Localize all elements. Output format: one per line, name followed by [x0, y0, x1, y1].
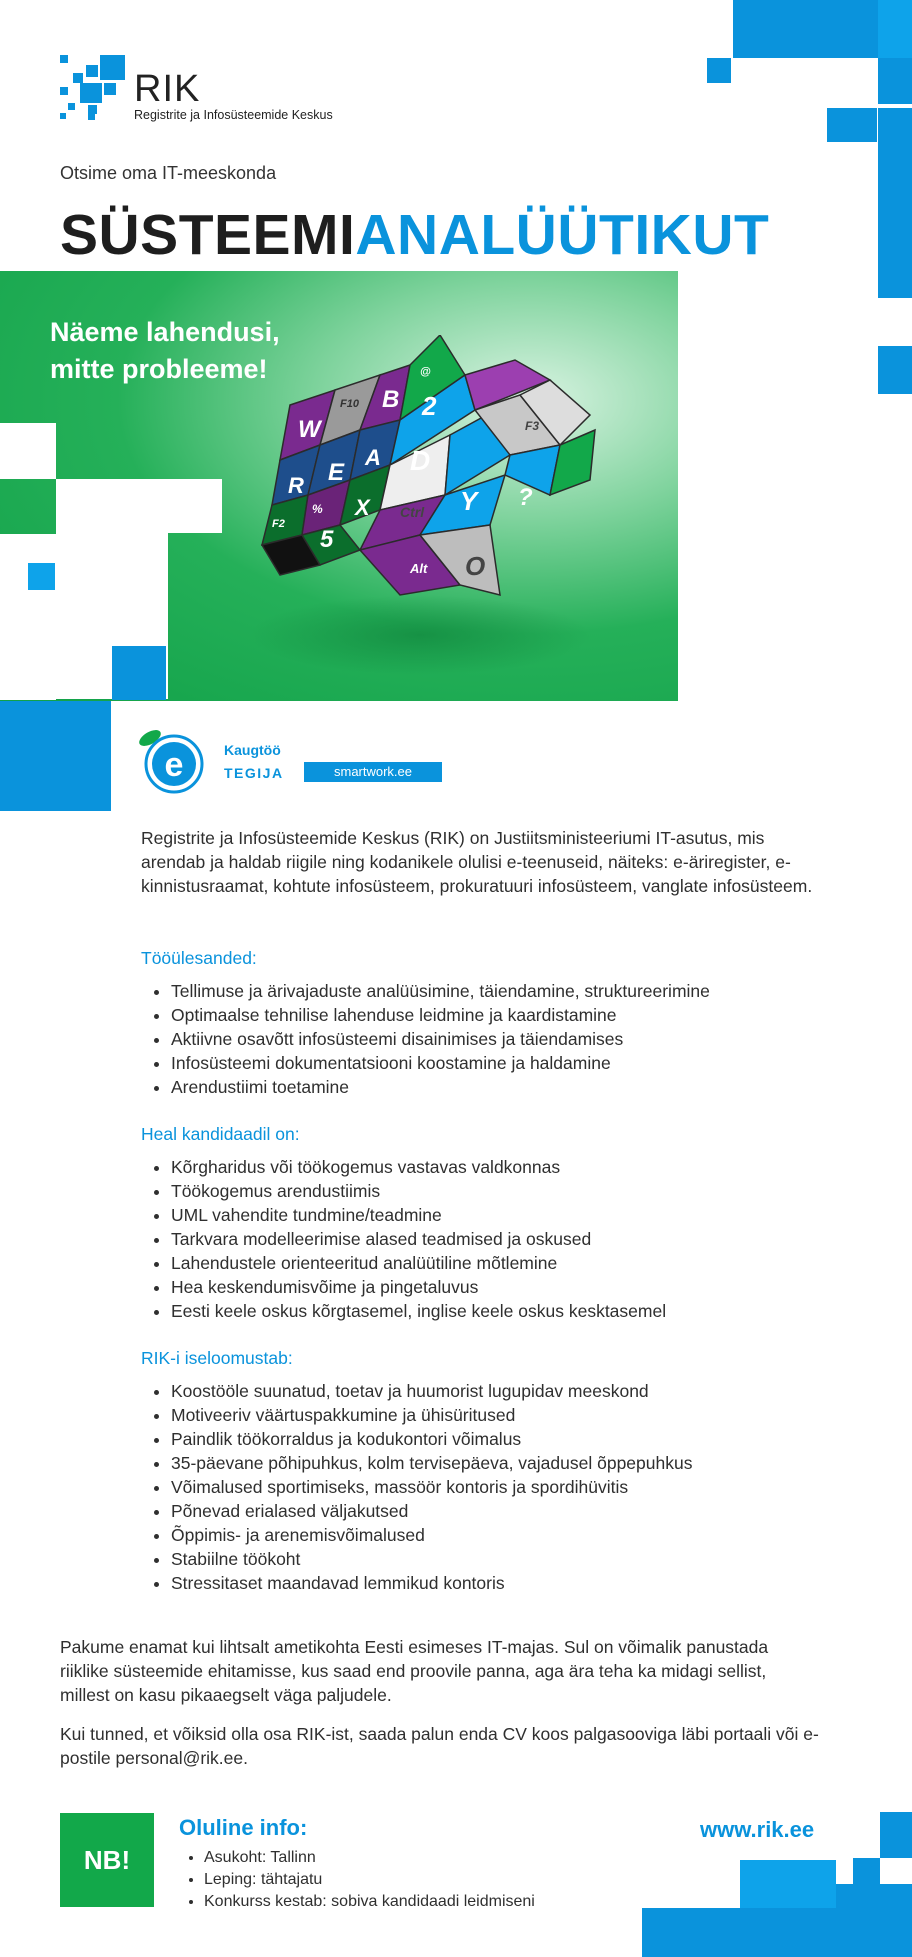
- svg-text:Y: Y: [460, 486, 478, 516]
- decor-block: [642, 1908, 836, 1957]
- decor-square: [0, 423, 56, 479]
- logo-name: RIK: [134, 68, 201, 110]
- svg-text:A: A: [365, 445, 381, 470]
- section-heading-rik: RIK-i iseloomustab:: [141, 1348, 293, 1368]
- svg-text:D: D: [410, 445, 431, 476]
- list-item: • Lahendustele orienteeritud analüütiline mõtlemine: [171, 1251, 666, 1275]
- svg-text:W: W: [298, 416, 321, 443]
- description: Registrite ja Infosüsteemide Keskus (RIK) on Justiitsministeeriumi IT-asutus, mis arendab ja haldab riigile ning kodanikele olulisi e-teenuseid, näiteks: e-äriregister, e-kinnistusraamat, kohtute infosüsteem, prokuratuuri infosüsteem, vanglate infosüsteem.: [141, 828, 813, 896]
- svg-text:F10: F10: [340, 398, 359, 410]
- rik-features-list: [141, 1379, 692, 1595]
- decor-square: [28, 563, 55, 590]
- list-item: • Infosüsteemi dokumentatsiooni koostamine ja haldamine: [171, 1051, 710, 1075]
- title-part-1: SÜSTEEMI: [60, 203, 356, 267]
- decor-block: [878, 58, 912, 104]
- svg-text:e: e: [164, 746, 184, 784]
- svg-text:@: @: [420, 366, 431, 378]
- list-item: • Hea keskendumisvõime ja pingetaluvus: [171, 1275, 666, 1299]
- title-part-2: ANALÜÜTIKUT: [355, 203, 770, 267]
- list-item: • Põnevad erialased väljakutsed: [171, 1499, 692, 1523]
- list-item: • Motiveeriv väärtuspakkumine ja ühisüritused: [171, 1403, 692, 1427]
- list-item: • Konkurss kestab: sobiva kandidaadi leidmiseni: [204, 1891, 535, 1913]
- rik-logo-icon: [60, 55, 125, 120]
- list-item: • 35-päevane põhipuhkus, kolm tervisepäeva, vajadusel õppepuhkus: [171, 1451, 692, 1475]
- decor-block: [878, 346, 912, 394]
- decor-block: [880, 1812, 912, 1858]
- svg-text:%: %: [312, 502, 323, 516]
- decor-block: [707, 58, 731, 83]
- smartwork-link[interactable]: smartwork.ee: [304, 762, 442, 782]
- info-list: [177, 1847, 535, 1913]
- list-item: • UML vahendite tundmine/teadmine: [171, 1203, 666, 1227]
- decor-block: [740, 1860, 836, 1908]
- list-item: • Kõrgharidus või töökogemus vastavas valdkonnas: [171, 1155, 666, 1179]
- svg-text:5: 5: [320, 526, 334, 553]
- svg-text:O: O: [465, 551, 486, 581]
- list-item: • Eesti keele oskus kõrgtasemel, inglise keele oskus kesktasemel: [171, 1299, 666, 1323]
- svg-text:2: 2: [422, 391, 437, 421]
- list-item: • Asukoht: Tallinn: [204, 1847, 535, 1869]
- list-item: • Optimaalse tehnilise lahenduse leidmine ja kaardistamine: [171, 1003, 710, 1027]
- job-title: [60, 202, 769, 268]
- list-item: • Stressitaset maandavad lemmikud kontoris: [171, 1571, 692, 1595]
- svg-text:E: E: [328, 459, 345, 486]
- decor-block: [878, 108, 912, 298]
- list-item: • Tarkvara modelleerimise alased teadmised ja oskused: [171, 1227, 666, 1251]
- info-heading: Oluline info:: [179, 1815, 308, 1840]
- list-item: • Võimalused sportimiseks, massöör kontoris ja spordihüvitis: [171, 1475, 692, 1499]
- section-heading-tasks: Tööülesanded:: [141, 948, 257, 968]
- svg-text:B: B: [382, 386, 400, 413]
- list-item: • Töökogemus arendustiimis: [171, 1179, 666, 1203]
- list-item: • Tellimuse ja ärivajaduste analüüsimine, täiendamine, struktureerimine: [171, 979, 710, 1003]
- svg-text:F2: F2: [272, 518, 285, 530]
- nb-badge: NB!: [60, 1813, 154, 1907]
- closing-paragraph-2: Kui tunned, et võiksid olla osa RIK-ist, saada palun enda CV koos palgasooviga läbi portaali või e-postile personal@rik.ee.: [60, 1724, 819, 1768]
- svg-text:?: ?: [518, 484, 533, 511]
- list-item: • Koostööle suunatud, toetav ja huumorist lugupidav meeskond: [171, 1379, 692, 1403]
- website-link[interactable]: www.rik.ee: [700, 1817, 815, 1842]
- closing-paragraph-1: Pakume enamat kui lihtsalt ametikohta Eesti esimeses IT-majas. Sul on võimalik panustada riiklike süsteemide ehitamisse, kus saad end proovile panna, aga ära teha ka midagi sellist, millest on kasu pikaaegselt väga paljudele.: [60, 1637, 769, 1705]
- section-heading-candidate: Heal kandidaadil on:: [141, 1124, 300, 1144]
- badge-line-2: TEGIJA: [224, 765, 284, 781]
- decor-square: [168, 479, 222, 533]
- svg-text:Alt: Alt: [410, 561, 428, 576]
- decor-block: [827, 108, 877, 142]
- svg-text:F3: F3: [525, 419, 540, 433]
- list-item: • Stabiilne töökoht: [171, 1547, 692, 1571]
- hero-slogan: Näeme lahendusi, mitte probleeme!: [50, 317, 280, 384]
- list-item: • Paindlik töökorraldus ja kodukontori võimalus: [171, 1427, 692, 1451]
- list-item: • Aktiivne osavõtt infosüsteemi disainimises ja täiendamises: [171, 1027, 710, 1051]
- svg-text:R: R: [288, 473, 304, 498]
- list-item: • Õppimis- ja arenemisvõimalused: [171, 1523, 692, 1547]
- candidate-list: [141, 1155, 666, 1323]
- decor-block: [836, 1884, 912, 1957]
- svg-text:Ctrl: Ctrl: [400, 504, 425, 520]
- intro-text: Otsime oma IT-meeskonda: [60, 163, 277, 183]
- e-tegija-logo-icon: [132, 726, 222, 796]
- ready-cube-illustration: [250, 335, 660, 725]
- badge-line-1: Kaugtöö: [224, 742, 281, 758]
- svg-text:X: X: [355, 495, 370, 520]
- list-item: • Arendustiimi toetamine: [171, 1075, 710, 1099]
- decor-block: [878, 0, 912, 58]
- tasks-list: [141, 979, 710, 1099]
- list-item: • Leping: tähtajatu: [204, 1869, 535, 1891]
- decor-block: [853, 1858, 880, 1884]
- decor-square: [0, 534, 56, 700]
- logo-subtitle: Registrite ja Infosüsteemide Keskus: [134, 108, 333, 122]
- decor-square: [112, 646, 166, 700]
- decor-square: [0, 701, 111, 811]
